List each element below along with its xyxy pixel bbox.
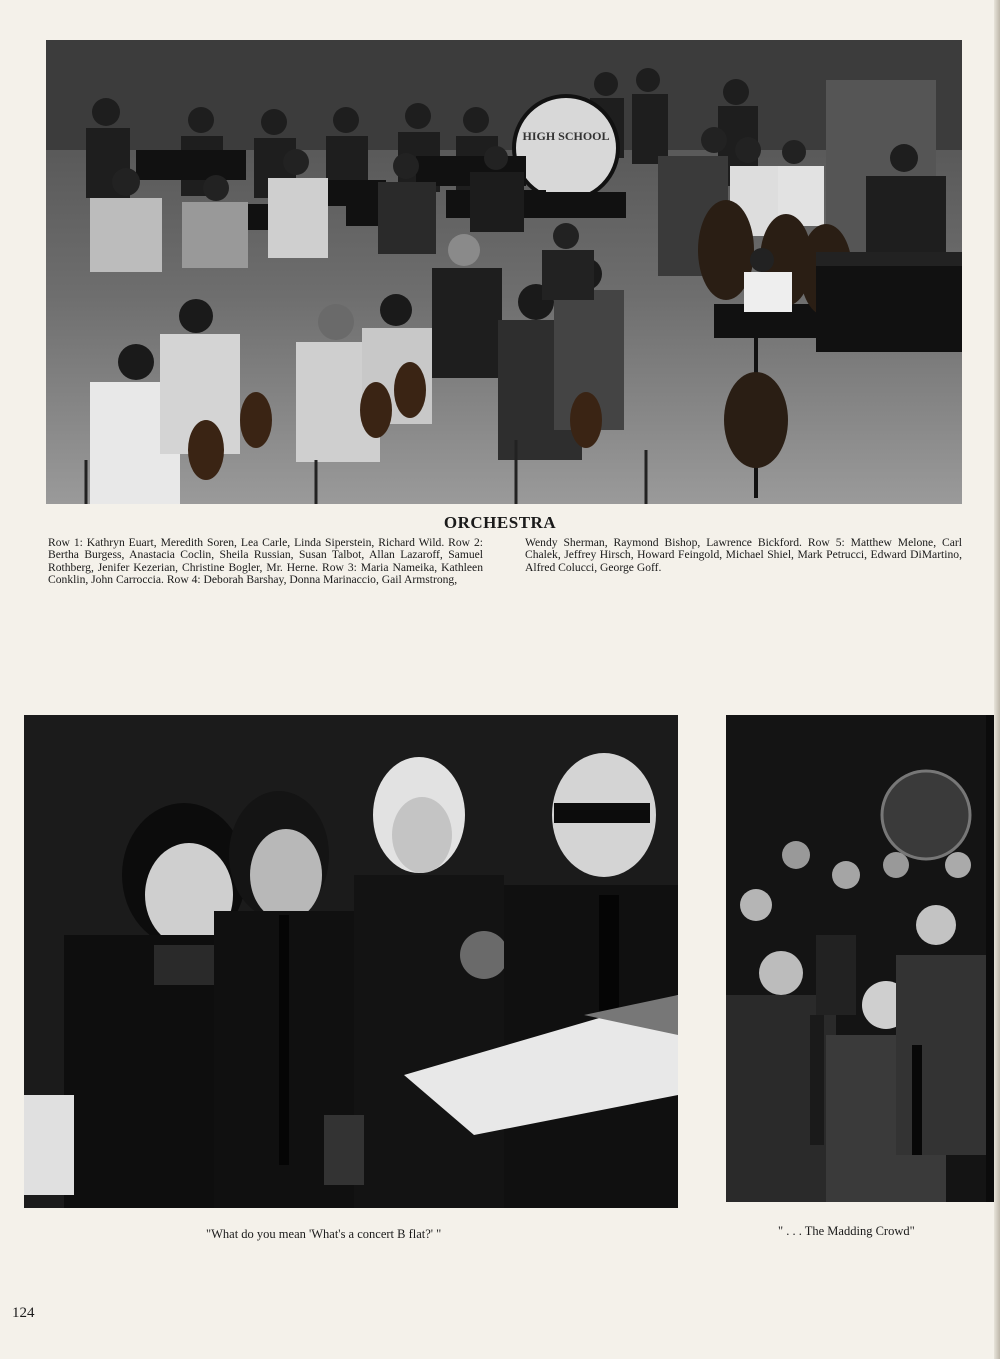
roster-right-column: Wendy Sherman, Raymond Bishop, Lawrence Bickford. Row 5: Matthew Melone, Carl Chalek, Jeffrey Hirsch, Howard Feingold, Michael Shiel, Mark Petrucci, Edward DiMartino, Alfred Colucci, George Goff.: [525, 536, 962, 574]
madding-crowd-photo: [726, 715, 1000, 1202]
section-title-text: ORCHESTRA: [443, 513, 557, 532]
page-spine-shadow: [994, 0, 1000, 1359]
bass-drum-label: HIGH SCHOOL: [522, 129, 610, 143]
concert-b-flat-photo: [24, 715, 678, 1208]
orchestra-group-photo: [46, 40, 962, 504]
section-title: [0, 513, 1000, 533]
crowd-photo-caption: " . . . The Madding Crowd": [778, 1224, 915, 1238]
page-number: 124: [12, 1305, 35, 1321]
roster-left-column: Row 1: Kathryn Euart, Meredith Soren, Lea Carle, Linda Siperstein, Richard Wild. Row 2: Bertha Burgess, Anastacia Coclin, Sheila Russian, Susan Talbot, Allan Lazaroff, Samuel Rothberg, Jenifer Kezerian, Christine Bogler, Mr. Herne. Row 3: Maria Nameika, Kathleen Conklin, John Carroccia. Row 4: Deborah Barshay, Donna Marinaccio, Gail Armstrong,: [48, 536, 483, 587]
concert-photo-caption: "What do you mean 'What's a concert B flat?' ": [206, 1227, 442, 1241]
